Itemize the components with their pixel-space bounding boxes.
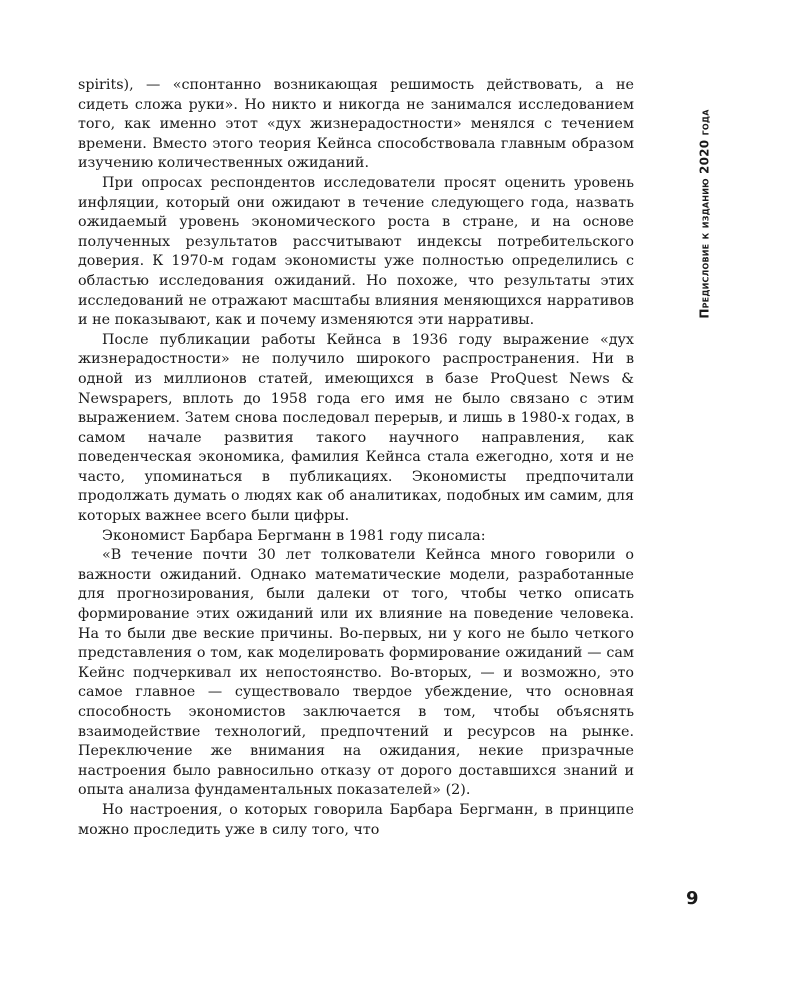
paragraph-moods: Но настроения, о которых говорила Барбара Бергманн, в принципе можно проследить уже в силу того, что (78, 801, 634, 838)
paragraph-bergmann-quote: «В течение почти 30 лет толкователи Кейнса много говорили о важности ожиданий. Однако математические модели, разработанные для прогнозирования, были далеки от того, чтобы четко описать формирование этих ожиданий или их влияние на поведение человека. На то были две веские причины. Во-первых, ни у кого не было четкого представления о том, как моделировать формирование ожиданий — сам Кейнс подчеркивал их непостоянство. Во-вторых, — и возможно, это самое главное — существовало твердое убеждение, что основная способность экономистов заключается в том, чтобы объяснять взаимодействие технологий, предпочтений и ресурсов на рынке. Переключение же внимания на ожидания, некие призрачные настроения было равносильно отказу от дорого доставшихся знаний и опыта анализа фундаментальных показателей» (2). (78, 547, 634, 799)
body-text (78, 76, 634, 840)
paragraph-publication-history: После публикации работы Кейнса в 1936 году выражение «дух жизнерадостности» не получило широкого распространения. Ни в одной из миллионов статей, имеющихся в базе ProQuest News & Newspapers, вплоть до 1958 года его имя не было связано с этим выражением. Затем снова последовал перерыв, и лишь в 1980-х годах, в самом начале развития такого научного направления, как поведенческая экономика, фамилия Кейнса стала ежегодно, хотя и не часто, упоминаться в публикациях. Экономисты предпочитали продолжать думать о людях как об аналитиках, подобных им самим, для которых важнее всего были цифры. (78, 331, 634, 525)
running-head-label: Предисловие к изданию 2020 года (698, 109, 712, 319)
paragraph-bergmann-intro: Экономист Барбара Бергманн в 1981 году писала: (102, 527, 486, 544)
paragraph-surveys: При опросах респондентов исследователи просят оценить уровень инфляции, который они ожидают в течение следующего года, назвать ожидаемый уровень экономического роста в стране, и на основе полученных результатов рассчитывают индексы потребительского доверия. К 1970-м годам экономисты уже полностью определились с областью исследования ожиданий. Но похоже, что результаты этих исследований не отражают масштабы влияния меняющихся нарративов и не показывают, как и почему изменяются эти нарративы. (78, 174, 634, 329)
running-head (698, 82, 712, 346)
page-number: 9 (686, 888, 699, 909)
paragraph-continuation: spirits), — «спонтанно возникающая решимость действовать, а не сидеть сложа руки». Но никто и никогда не занимался исследованием того, как именно этот «дух жизнерадостности» менялся с течением времени. Вместо этого теория Кейнса способствовала главным образом изучению количественных ожиданий. (78, 77, 634, 172)
